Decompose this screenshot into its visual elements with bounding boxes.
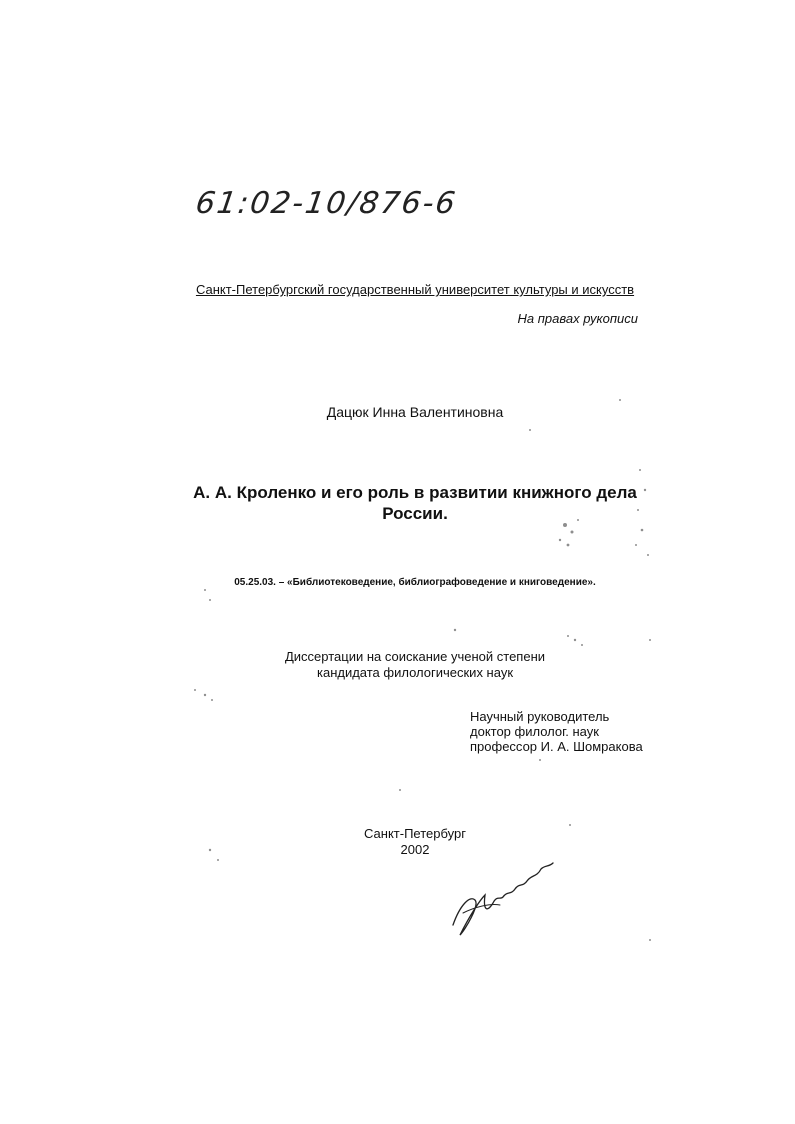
title-line-2: России.	[382, 504, 448, 523]
place-and-year	[300, 826, 530, 858]
year: 2002	[400, 842, 430, 857]
handwritten-signature	[445, 855, 565, 940]
supervisor-block	[470, 709, 643, 754]
supervisor-line-1: Научный руководитель	[470, 709, 610, 724]
title-line-1: А. А. Кроленко и его роль в развитии книжного дела	[193, 483, 637, 502]
rights-note: На правах рукописи	[517, 311, 638, 326]
supervisor-line-3: профессор И. А. Шомракова	[470, 739, 643, 754]
dissertation-title	[170, 482, 660, 524]
catalog-number: 61:02-10/876-6	[193, 186, 460, 221]
degree-line-1: Диссертации на соискание ученой степени	[284, 649, 546, 664]
degree-line-2: кандидата филологических наук	[316, 665, 514, 680]
supervisor-line-2: доктор филолог. наук	[470, 724, 599, 739]
degree-statement	[150, 649, 680, 681]
specialty-code: 05.25.03. – «Библиотековедение, библиографоведение и книговедение».	[234, 577, 596, 588]
city: Санкт-Петербург	[364, 826, 466, 841]
university-name: Санкт-Петербургский государственный университет культуры и искусств	[195, 282, 635, 297]
author-name: Дацюк Инна Валентиновна	[326, 404, 504, 420]
